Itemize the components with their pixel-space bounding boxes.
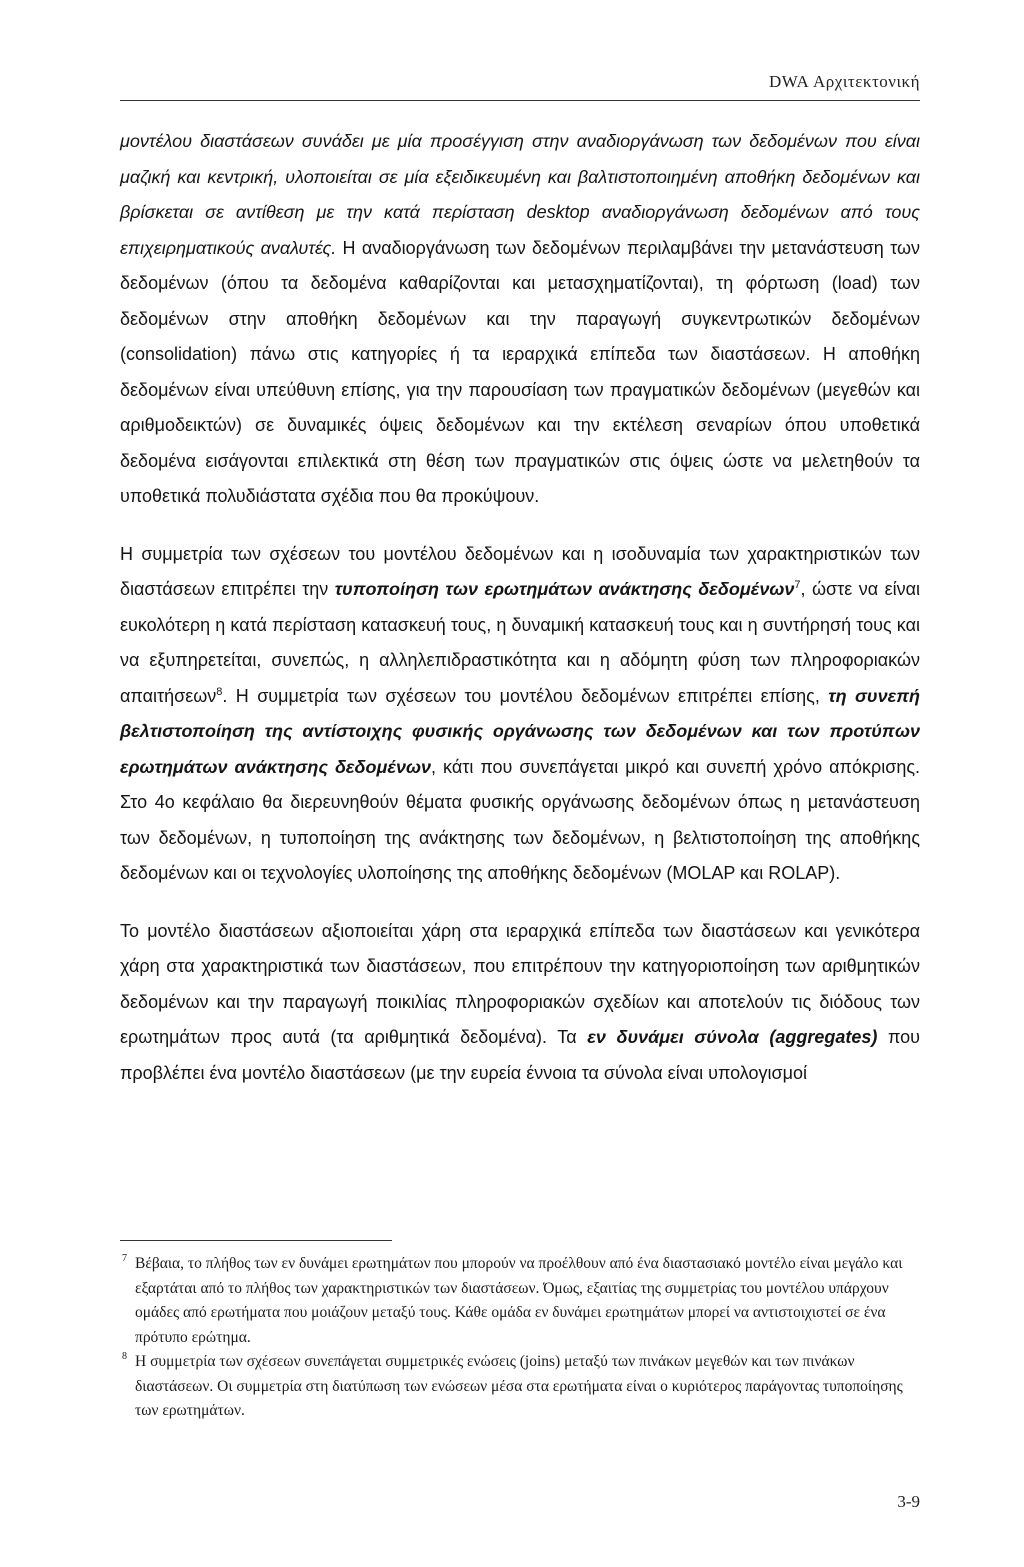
footnote-ref-7[interactable]: 7 — [794, 579, 801, 591]
running-header: DWA Αρχιτεκτονική — [769, 72, 920, 91]
paragraph-2-text-2: , ώστε να είναι ευκολότερη η κατά περίσταση κατασκευή τους, η δυναμική κατασκευή τους και η συντήρησή τους και να εξυπηρετείται, συνεπώς, η αλληλεπιδραστικότητα και η αδόμητη φύση των πληροφοριακών απαιτήσεων — [120, 579, 920, 706]
paragraph-2-emphasis-1: τυποποίηση των ερωτημάτων ανάκτησης δεδομένων — [334, 579, 795, 599]
paragraph-2-text-3: . Η συμμετρία των σχέσεων του μοντέλου δεδομένων επιτρέπει επίσης, — [222, 685, 829, 706]
footnote-8-text: Η συμμετρία των σχέσεων συνεπάγεται συμμετρικές ενώσεις (joins) μεταξύ των πινάκων μεγεθών και των πινάκων διαστάσεων. Οι συμμετρία στη διατύπωση των ενώσεων μέσα στα ερωτήματα είναι ο κυριότερος παράγοντας τυποποίησης των ερωτημάτων. — [135, 1353, 903, 1419]
footnote-ref-8[interactable]: 8 — [216, 685, 223, 698]
paragraph-2-text-1: Η συμμετρία των σχέσεων του μοντέλου δεδομένων και η ισοδυναμία των χαρακτηριστικών των διαστάσεων επιτρέπει την — [120, 543, 920, 599]
paragraph-1 — [120, 124, 920, 515]
paragraph-1-italic-intro: μοντέλου διαστάσεων συνάδει με μία προσέγγιση στην αναδιοργάνωση των δεδομένων που είναι μαζική και κεντρική, υλοποιείται σε μία εξειδικευμένη και βαλτιστοποιημένη αποθήκη δεδομένων και βρίσκεται σε αντίθεση με την κατά περίσταση desktop αναδιοργάνωση δεδομένων από τους επιχειρηματικούς αναλυτές. — [120, 131, 920, 258]
footnote-7 — [120, 1252, 920, 1350]
footnotes — [120, 1252, 920, 1424]
paragraph-3-text-1: Το μοντέλο διαστάσεων αξιοποιείται χάρη στα ιεραρχικά επίπεδα των διαστάσεων και γενικότερα χάρη στα χαρακτηριστικά των διαστάσεων, που επιτρέπουν την κατηγοριοποίηση των αριθμητικών δεδομένων και την παραγωγή ποικιλίας πληροφοριακών σχεδίων και αποτελούν τις διόδους των ερωτημάτων προς αυτά (τα αριθμητικά δεδομένα). Τα — [120, 920, 920, 1047]
body-text — [120, 124, 920, 1091]
paragraph-3-text-2: που προβλέπει ένα μοντέλο διαστάσεων (με την ευρεία έννοια τα σύνολα είναι υπολογισμοί — [120, 1027, 920, 1083]
footnote-7-mark: 7 — [122, 1253, 127, 1264]
footnote-8-mark: 8 — [122, 1351, 127, 1362]
paragraph-3-emphasis: εν δυνάμει σύνολα (aggregates) — [587, 1027, 878, 1047]
footnote-separator — [120, 1240, 392, 1241]
page-number: 3-9 — [897, 1492, 920, 1511]
header-rule — [120, 100, 920, 101]
paragraph-2 — [120, 537, 920, 892]
footnote-8 — [120, 1350, 920, 1424]
footnote-7-text: Βέβαια, το πλήθος των εν δυνάμει ερωτημάτων που μπορούν να προέλθουν από ένα διαστασιακό μοντέλο είναι μεγάλο και εξαρτάται από το πλήθος των χαρακτηριστικών των διαστάσεων. Όμως, εξαιτίας της συμμετρίας του μοντέλου υπάρχουν ομάδες από ερωτήματα που μοιάζουν μεταξύ τους. Κάθε ομάδα εν δυνάμει ερωτημάτων μπορεί να αντιστοιχιστεί σε ένα πρότυπο ερώτημα. — [135, 1255, 903, 1346]
paragraph-3 — [120, 914, 920, 1092]
paragraph-2-text-4: , κάτι που συνεπάγεται μικρό και συνεπή χρόνο απόκρισης. Στο 4ο κεφάλαιο θα διερευνηθούν θέματα φυσικής οργάνωσης δεδομένων όπως η μετανάστευση των δεδομένων, η τυποποίηση της ανάκτησης των δεδομένων, η βελτιστοποίηση της αποθήκης δεδομένων και οι τεχνολογίες υλοποίησης της αποθήκης δεδομένων (MOLAP και ROLAP). — [120, 756, 921, 883]
paragraph-2-emphasis-2: τη συνεπή βελτιστοποίηση της αντίστοιχης φυσικής οργάνωσης των δεδομένων και των προτύπων ερωτημάτων ανάκτησης δεδομένων — [120, 685, 921, 777]
paragraph-1-text: Η αναδιοργάνωση των δεδομένων περιλαμβάνει την μετανάστευση των δεδομένων (όπου τα δεδομένα καθαρίζονται και μετασχηματίζονται), τη φόρτωση (load) των δεδομένων στην αποθήκη δεδομένων και την παραγωγή συγκεντρωτικών δεδομένων (consolidation) πάνω στις κατηγορίες ή τα ιεραρχικά επίπεδα των διαστάσεων. Η αποθήκη δεδομένων είναι υπεύθυνη επίσης, για την παρουσίαση των πραγματικών δεδομένων (μεγεθών και αριθμοδεικτών) σε δυναμικές όψεις δεδομένων και την εκτέλεση σεναρίων όπου υποθετικά δεδομένα εισάγονται επιλεκτικά στη θέση των πραγματικών στις όψεις ώστε να μελετηθούν τα υποθετικά πολυδιάστατα σχέδια που θα προκύψουν. — [120, 237, 920, 506]
